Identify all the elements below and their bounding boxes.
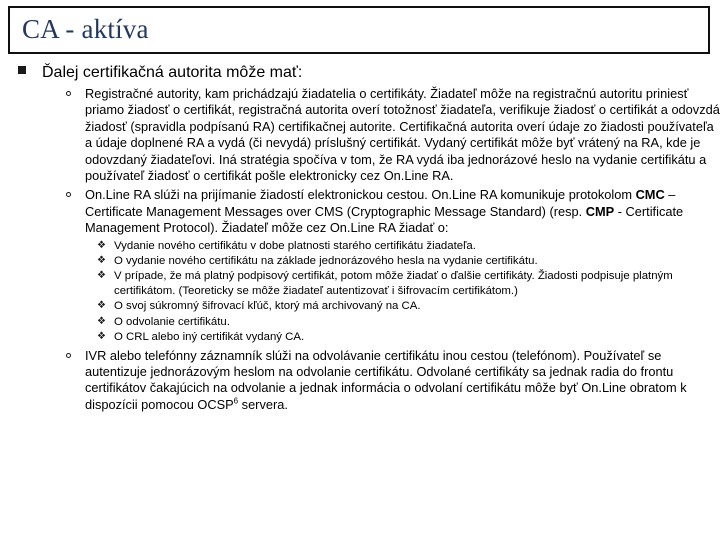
diamond-bullet-icon: ❖ (97, 315, 106, 327)
circle-bullet-icon (66, 353, 71, 358)
circle-bullet-icon (66, 91, 71, 96)
bullet-level1-item (0, 62, 720, 413)
paragraph-registracne-autority: Registračné autority, kam prichádzajú žiadatelia o certifikáty. Žiadateľ môže na registračnú autoritu priniesť priamo žiadosť o certifikát, registračná autorita overí totožnosť žiadateľa, verifikuje žiadosť o certifikát a odovzdá žiadosť (spravidla podpísanú RA) certifikačnej autorite. Certifikačná autorita overí údaje zo žiadosti používateľa a údaje doplnené RA a vydá (či nevydá) príslušný certifikát. Vydaný certifikát môže byť vrátený na RA, kde je odovzdaný žiadateľovi. Iná stratégia spočíva v tom, že RA vydá iba jednorázové heslo na vydanie certifikátu a používateľ žiadosť o certifikát pošle elektronicky cez On.Line RA. (85, 86, 720, 184)
request-label: Vydanie nového certifikátu v dobe platnosti starého certifikátu žiadateľa. (114, 239, 476, 252)
list-item-request-4 (85, 299, 720, 313)
title-box (8, 6, 710, 54)
list-item-request-3 (85, 269, 720, 298)
circle-bullet-icon (66, 192, 71, 197)
request-label: O vydanie nového certifikátu na základe jednorázového hesla na vydanie certifikátu. (114, 255, 538, 268)
square-bullet-icon (18, 66, 26, 74)
bullet-level1-label: Ďalej certifikačná autorita môže mať: (42, 64, 303, 81)
bullet-list-level1 (0, 62, 720, 413)
protocol-cmp-label: CMP (585, 203, 615, 219)
diamond-bullet-icon: ❖ (97, 255, 106, 267)
list-item-request-2 (85, 254, 720, 268)
protocol-cmc-label: CMC (635, 187, 665, 203)
paragraph-ivr (85, 348, 720, 414)
diamond-bullet-icon: ❖ (97, 300, 106, 312)
list-item-request-6 (85, 330, 720, 344)
online-ra-text-3: - Certificate Management Protocol). Žiadateľ môže cez On.Line RA žiadať o: (85, 203, 684, 236)
bullet-list-level2 (42, 86, 720, 413)
list-item-ivr (42, 348, 720, 414)
request-label: O CRL alebo iný certifikát vydaný CA. (114, 331, 305, 344)
list-item-request-1 (85, 239, 720, 253)
request-label: O svoj súkromný šifrovací kľúč, ktorý má archivovaný na CA. (114, 300, 421, 313)
paragraph-online-ra (85, 187, 720, 236)
ivr-text-2: servera. (238, 396, 288, 412)
request-label: V prípade, že má platný podpisový certifikát, potom môže žiadať o ďalšie certifikáty. Žiadosti podpisuje platným certifikátom. (Teoreticky se môže žiadateľ autentizovať i šifrovacím certifikátom.) (114, 270, 673, 297)
diamond-bullet-icon: ❖ (97, 331, 106, 343)
footnote-marker: 6 (233, 396, 239, 406)
online-ra-text-1: On.Line RA slúži na prijímanie žiadostí elektronickou cestou. On.Line RA komunikuje protokolom (85, 187, 636, 203)
list-item-online-ra (42, 187, 720, 344)
ivr-text-1: IVR alebo telefónny záznamník slúži na odvolávanie certifikátu inou cestou (telefónom). Používateľ se autentizuje jednorázovým heslom na odvolanie certifikátu. Odvolané certifikáty sa jednak radia do frontu certifikátov čakajúcich na odvolanie a jednak informácia o odvolaní certifikátu môže byť On.Line obratom k dispozícii pomocou OCSP (85, 347, 687, 412)
request-label: O odvolanie certifikátu. (114, 315, 230, 328)
diamond-bullet-icon: ❖ (97, 239, 106, 251)
list-item-registracne-autority (42, 86, 720, 184)
bullet-list-level3 (85, 239, 720, 345)
diamond-bullet-icon: ❖ (97, 270, 106, 282)
page-title: CA - aktíva (22, 14, 149, 44)
slide-body (0, 62, 720, 416)
online-ra-text-2: – Certificate Management Messages over CMS (Cryptographic Message Standard) (resp. (85, 187, 676, 219)
list-item-request-5 (85, 315, 720, 329)
